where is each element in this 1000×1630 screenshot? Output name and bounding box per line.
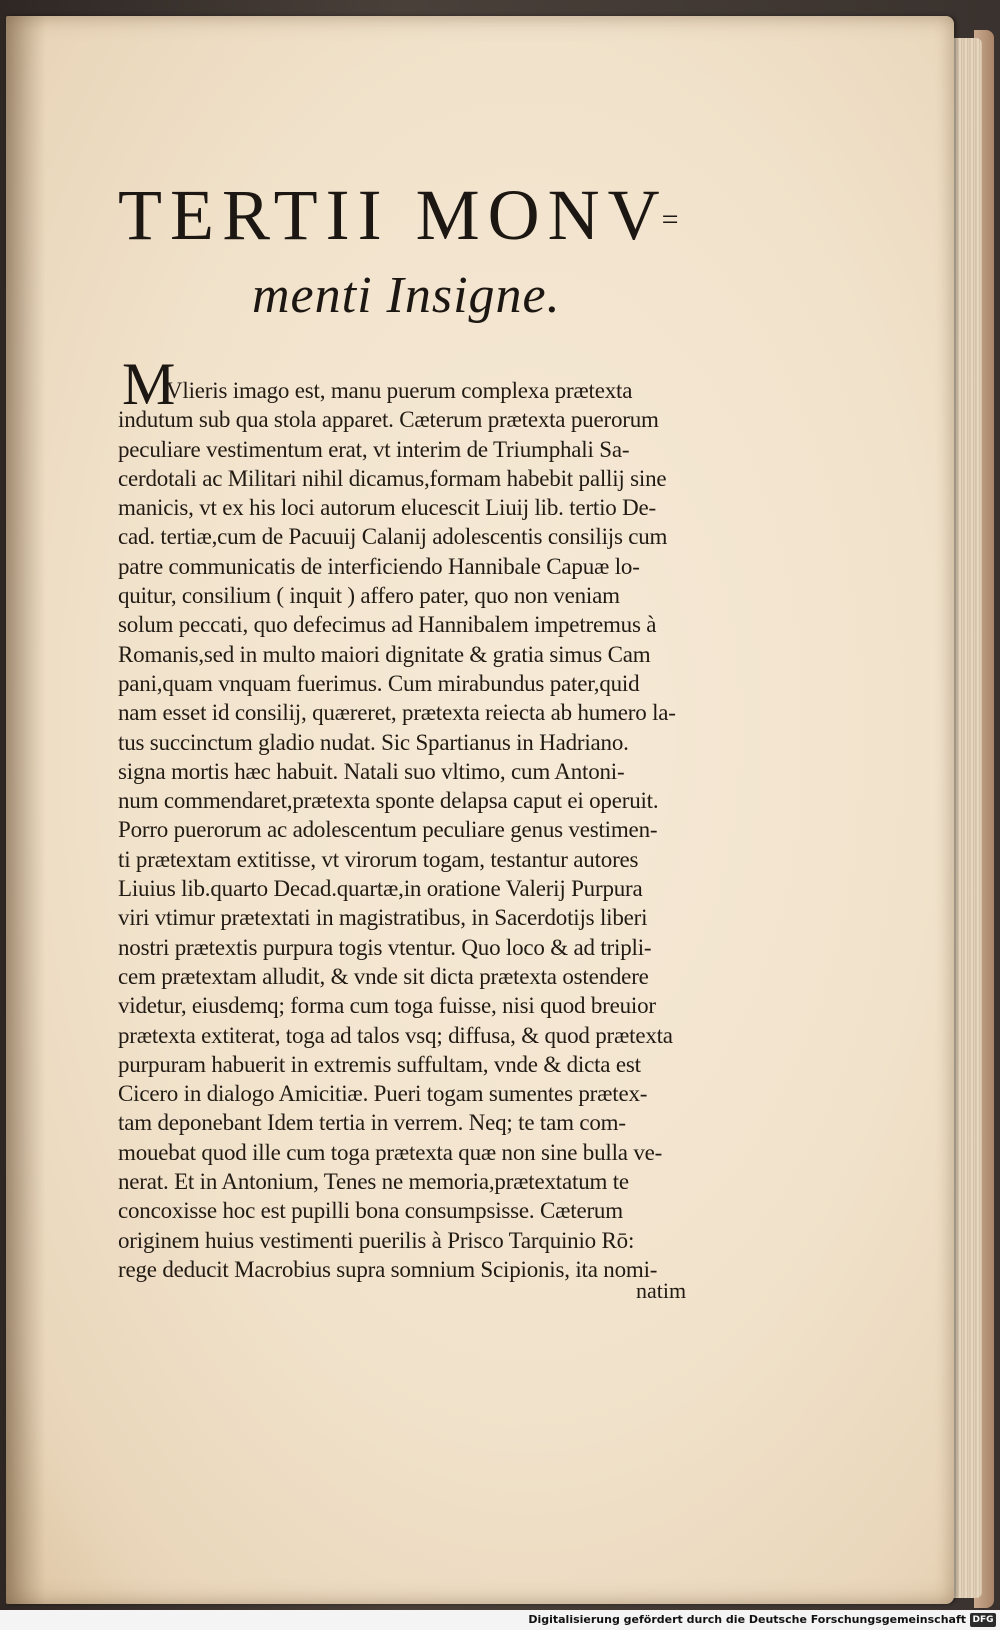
text-line: patre communicatis de interficiendo Hannibale Capuæ lo-: [118, 553, 640, 579]
text-line: tam deponebant Idem tertia in verrem. Neq; te tam com-: [118, 1110, 626, 1136]
text-line: Liuius lib.quarto Decad.quartæ,in oratione Valerij Purpura: [118, 876, 643, 902]
text-line: nam esset id consilij, quæreret, prætexta reiecta ab humero la-: [118, 700, 676, 726]
text-line: Vlieris imago est, manu puerum complexa prætexta: [166, 378, 633, 403]
text-line: cerdotali ac Militari nihil dicamus,formam habebit pallij sine: [118, 465, 667, 491]
text-line: num commendaret,prætexta sponte delapsa caput ei operuit.: [118, 788, 659, 814]
book-page: [6, 16, 954, 1604]
text-line: signa mortis hæc habuit. Natali suo vltimo, cum Antoni-: [118, 758, 625, 784]
text-line: peculiare vestimentum erat, vt interim de Triumphali Sa-: [118, 436, 630, 462]
catchword: natim: [636, 1278, 687, 1303]
text-line: viri vtimur prætextati in magistratibus, in Sacerdotijs liberi: [118, 905, 648, 931]
text-line: Romanis,sed in multo maiori dignitate & gratia simus Cam: [118, 641, 651, 667]
text-line: solum peccati, quo defecimus ad Hannibalem impetremus à: [118, 612, 657, 638]
text-line: purpuram habuerit in extremis suffultam, vnde & dicta est: [118, 1051, 641, 1077]
text-line: Cicero in dialogo Amicitiæ. Pueri togam sumentes prætex-: [118, 1081, 648, 1107]
text-line: videtur, eiusdemq; forma cum toga fuisse, nisi quod breuior: [118, 993, 656, 1019]
text-line: concoxisse hoc est pupilli bona consumpsisse. Cæterum: [118, 1198, 623, 1224]
text-line: prætexta extiterat, toga ad talos vsq; diffusa, & quod prætexta: [118, 1022, 673, 1048]
page-title: [118, 174, 718, 257]
text-line: ti prætextam extitisse, vt virorum togam, testantur autores: [118, 846, 639, 872]
dfg-logo: DFG: [970, 1613, 996, 1627]
text-line: nostri prætextis purpura togis vtentur. Quo loco & ad tripli-: [118, 934, 652, 960]
page-subtitle: menti Insigne.: [252, 267, 561, 324]
text-line: cem prætextam alludit, & vnde sit dicta prætexta ostendere: [118, 963, 649, 989]
text-line: indutum sub qua stola apparet. Cæterum prætexta puerorum: [118, 407, 659, 433]
text-line: quitur, consilium ( inquit ) affero pater, quo non veniam: [118, 583, 620, 609]
text-line: originem huius vestimenti puerilis à Prisco Tarquinio Rō:: [118, 1227, 635, 1253]
text-line: mouebat quod ille cum toga prætexta quæ non sine bulla ve-: [118, 1139, 663, 1165]
title-ornament: =: [661, 203, 687, 236]
text-line: manicis, vt ex his loci autorum elucescit Liuij lib. tertio De-: [118, 495, 656, 521]
text-line: rege deducit Macrobius supra somnium Scipionis, ita nomi-: [118, 1256, 658, 1282]
drop-cap: M: [122, 351, 176, 417]
text-line: cad. tertiæ,cum de Pacuuij Calanij adolescentis consilijs cum: [118, 524, 668, 550]
body-text: [118, 351, 718, 1284]
text-line: nerat. Et in Antonium, Tenes ne memoria,prætextatum te: [118, 1169, 629, 1195]
text-line: Porro puerorum ac adolescentum peculiare genus vestimen-: [118, 817, 658, 843]
gutter-shadow: [6, 16, 46, 1604]
footer-bar: [0, 1610, 1000, 1630]
text-line: tus succinctum gladio nudat. Sic Spartianus in Hadriano.: [118, 729, 629, 755]
footer-credit: Digitalisierung gefördert durch die Deutsche Forschungsgemeinschaft: [528, 1613, 966, 1626]
text-line: pani,quam vnquam fuerimus. Cum mirabundus pater,quid: [118, 670, 640, 696]
title-text: TERTII MONV: [118, 175, 668, 255]
